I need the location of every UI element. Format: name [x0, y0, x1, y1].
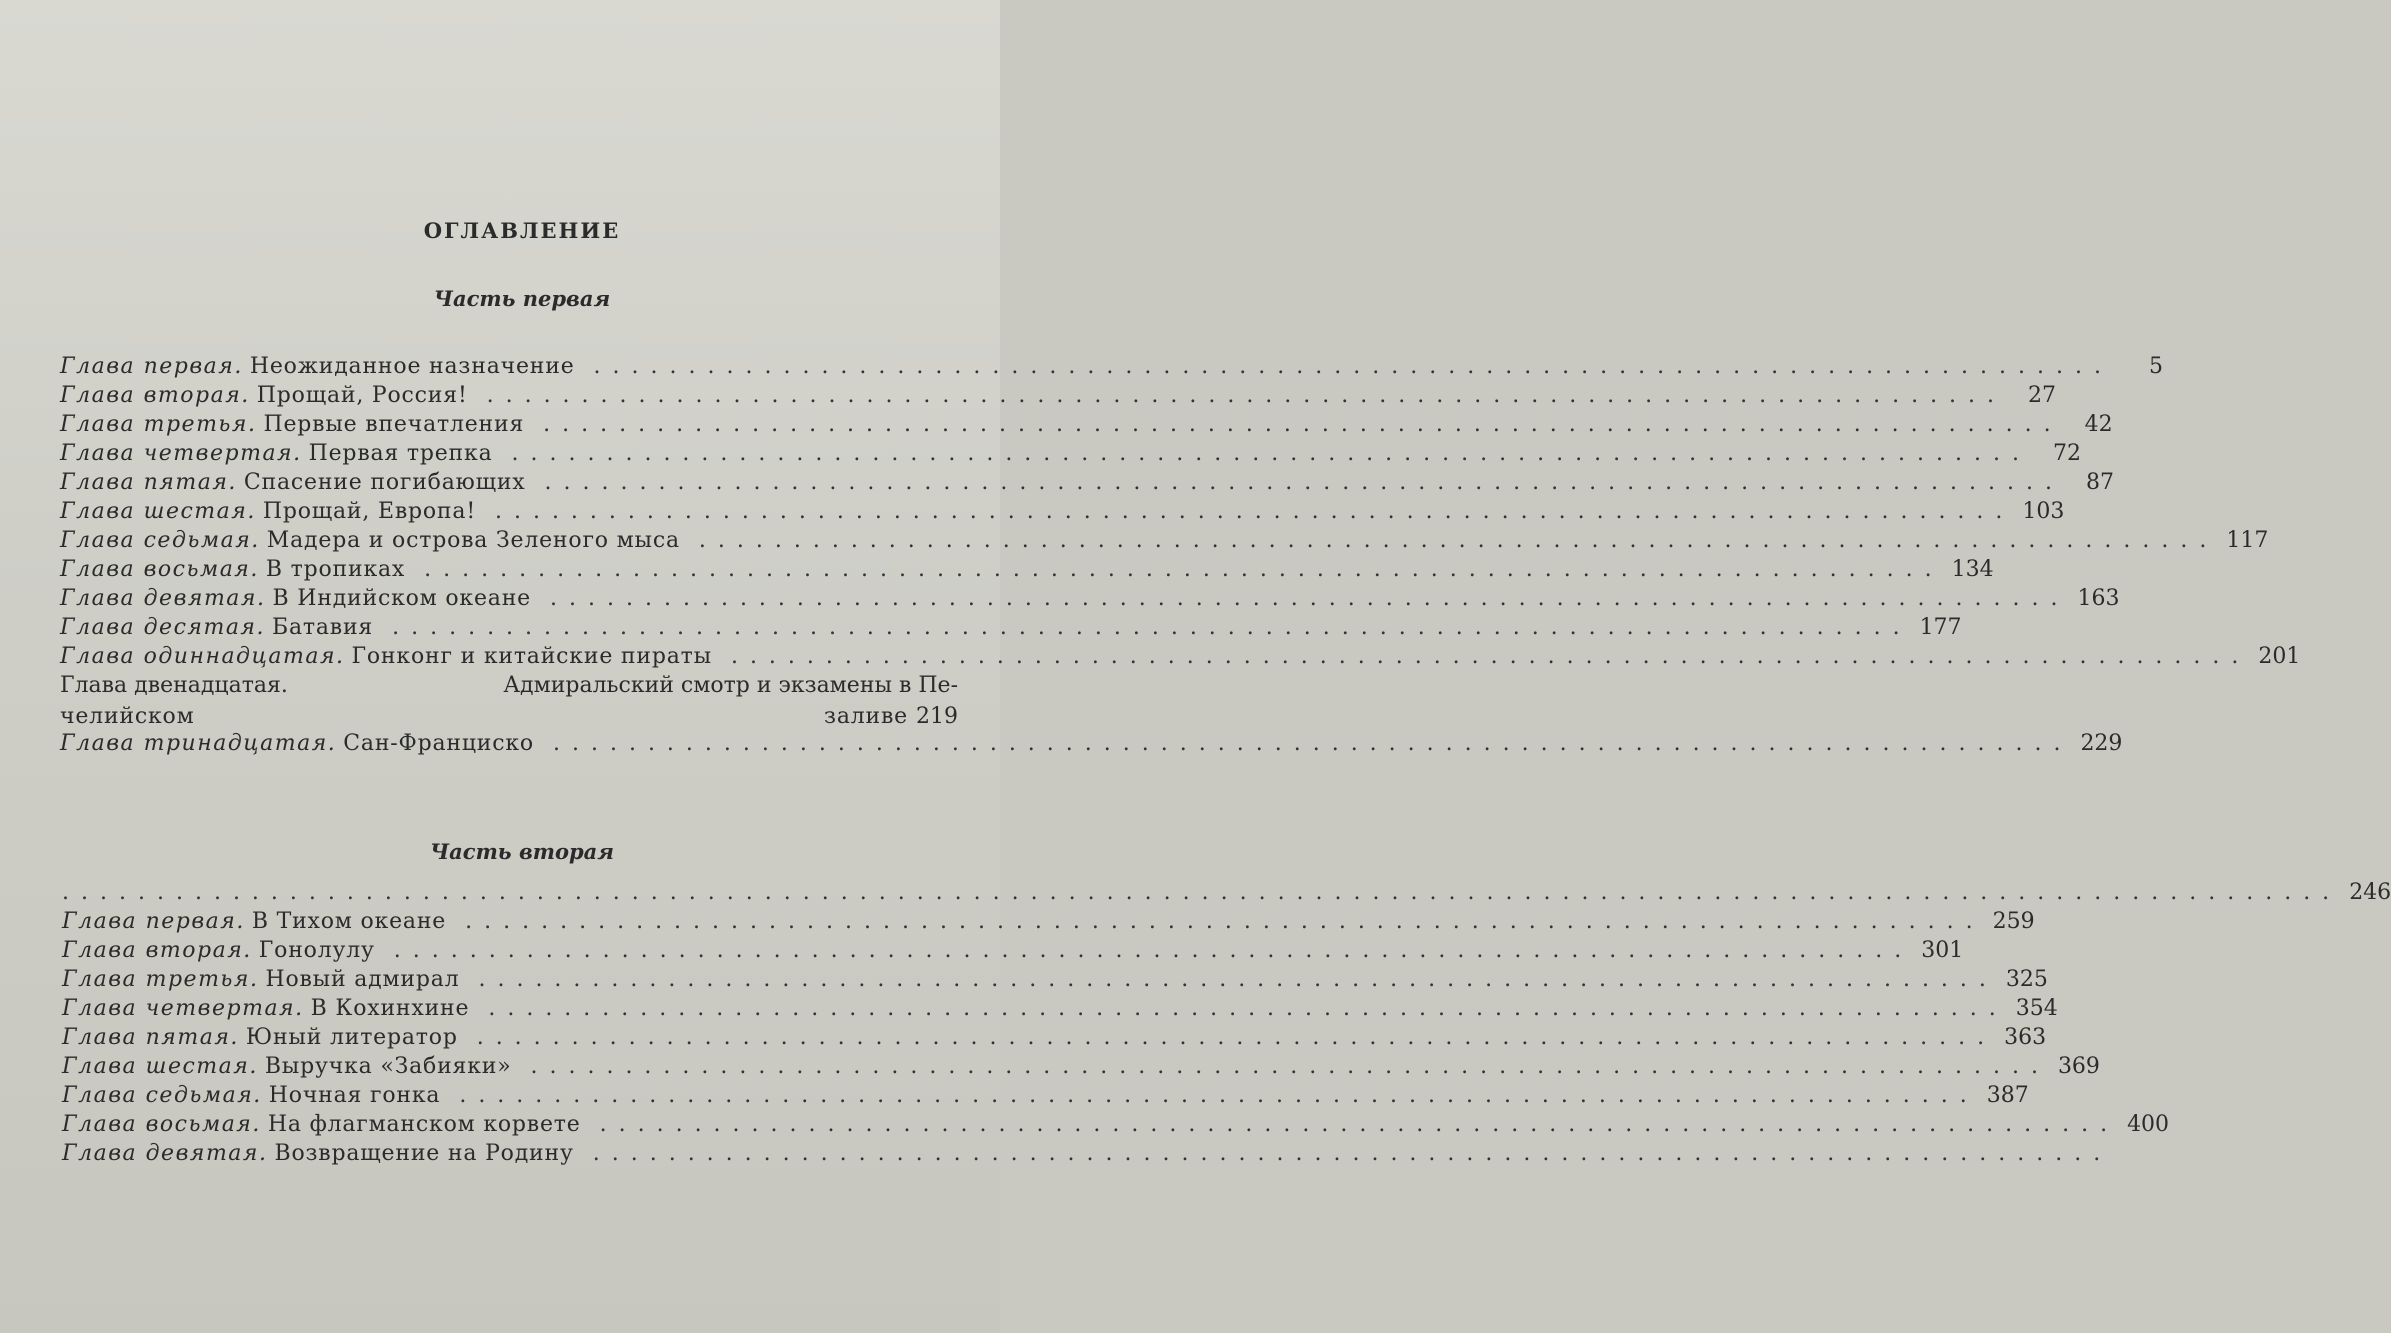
part-two-title: Часть вторая: [430, 839, 614, 864]
chapter-title: Батавия: [272, 615, 374, 640]
dot-leader: ................................................................................: [457, 1025, 1997, 1050]
page-number: 103: [2022, 499, 2065, 524]
chapter-number: Глава пятая.: [60, 470, 237, 495]
chapter-number: Глава тринадцатая.: [60, 731, 337, 756]
dot-leader: ................................................................................: [525, 470, 2064, 495]
chapter-number: Глава десятая.: [60, 615, 265, 640]
toc-row: [60, 528, 2269, 557]
chapter-title: Первые впечатления: [263, 412, 525, 437]
chapter-title: Сан-Франциско: [343, 731, 534, 756]
chapter-title-continued: [60, 702, 908, 731]
dot-leader: ........................................................................................................................: [62, 880, 2342, 905]
toc-entry: [60, 615, 1912, 640]
chapter-title: В тропиках: [265, 557, 406, 582]
dot-leader: ................................................................................: [469, 996, 2008, 1021]
page-number: 325: [2005, 967, 2048, 992]
page-number: 72: [2052, 441, 2081, 466]
toc-entry: [60, 557, 1944, 582]
toc-row: [62, 996, 2058, 1025]
page-number: 400: [2127, 1112, 2170, 1137]
toc-title: ОГЛАВЛЕНИЕ: [423, 218, 621, 243]
chapter-title: Юный литератор: [245, 1025, 458, 1050]
toc-entry: [62, 938, 1913, 963]
toc-entry: [60, 586, 2069, 611]
toc-entry: [60, 731, 2072, 756]
chapter-title: Спасение погибающих: [243, 470, 526, 495]
chapter-title: Гонконг и китайские пираты: [351, 644, 712, 669]
chapter-number: Глава двенадцатая.: [60, 673, 288, 698]
toc-row: [60, 673, 958, 731]
chapter-number: Глава шестая.: [62, 1054, 258, 1079]
toc-lead-row: [62, 880, 2391, 909]
toc-entry: [60, 644, 2250, 669]
dot-leader: ................................................................................: [373, 615, 1912, 640]
toc-entry-line-2: [60, 702, 958, 731]
toc-row: [60, 354, 2163, 383]
chapter-number: Глава вторая.: [62, 938, 252, 963]
page-number: 301: [1921, 938, 1964, 963]
toc-row: [62, 1141, 2113, 1170]
toc-row: [60, 499, 2065, 528]
chapter-number: Глава девятая.: [62, 1141, 268, 1166]
toc-entry: [62, 1083, 1979, 1108]
part-two-chapter-list: [62, 880, 2391, 1170]
chapter-number: Глава третья.: [62, 967, 259, 992]
chapter-title: В Тихом океане: [251, 909, 447, 934]
page-number: 219: [916, 704, 958, 729]
toc-row: [60, 441, 2081, 470]
page-number: 246: [2349, 880, 2391, 905]
dot-leader: ................................................................................: [475, 499, 2015, 524]
dot-leader: ................................................................................: [467, 383, 2007, 408]
toc-entry-line-1: [60, 673, 958, 702]
page-number: 42: [2084, 412, 2113, 437]
page-number: 163: [2077, 586, 2120, 611]
dot-leader: ................................................................................: [446, 909, 1985, 934]
toc-row: [62, 1112, 2170, 1141]
chapter-number: Глава восьмая.: [60, 557, 259, 582]
toc-row: [60, 470, 2114, 499]
toc-entry: [62, 967, 1998, 992]
chapter-title: В Кохинхине: [310, 996, 470, 1021]
chapter-title: Ночная гонка: [268, 1083, 441, 1108]
dot-leader: ................................................................................: [492, 441, 2031, 466]
dot-leader: ................................................................................: [524, 412, 2063, 437]
toc-row: [60, 412, 2113, 441]
toc-entry: [62, 880, 2341, 905]
page-number: 5: [2148, 354, 2163, 379]
dot-leader: ................................................................................: [533, 731, 2073, 756]
chapter-number: Глава четвертая.: [60, 441, 302, 466]
toc-row: [62, 1025, 2047, 1054]
toc-entry: [60, 470, 2064, 495]
page-number: 177: [1919, 615, 1962, 640]
part-one-chapter-list: [60, 354, 2301, 760]
toc-row: [62, 938, 1964, 967]
chapter-title: Гонолулу: [258, 938, 375, 963]
page-number: 387: [1986, 1083, 2029, 1108]
toc-entry: [60, 354, 2113, 379]
dot-leader: ................................................................................: [459, 967, 1998, 992]
toc-entry: [62, 1112, 2119, 1137]
page-number: 201: [2258, 644, 2301, 669]
chapter-title: На флагманском корвете: [267, 1112, 581, 1137]
page-number: 134: [1951, 557, 1994, 582]
toc-row: [60, 644, 2301, 673]
toc-row: [60, 586, 2120, 615]
chapter-title: Прощай, Европа!: [262, 499, 476, 524]
toc-entry: [62, 1054, 2050, 1079]
toc-row: [62, 1083, 2029, 1112]
page-number: 87: [2085, 470, 2114, 495]
chapter-number: Глава седьмая.: [62, 1083, 262, 1108]
toc-row: [62, 967, 2048, 996]
toc-row: [62, 909, 2035, 938]
dot-leader: ................................................................................: [405, 557, 1944, 582]
page-number: 117: [2226, 528, 2269, 553]
dot-leader: ................................................................................: [573, 1141, 2113, 1166]
page-number: 27: [2028, 383, 2057, 408]
chapter-number: Глава седьмая.: [60, 528, 260, 553]
toc-entry: [62, 1141, 2112, 1166]
dot-leader: ................................................................................: [679, 528, 2219, 553]
toc-entry: [62, 909, 1985, 934]
page-number: 369: [2057, 1054, 2100, 1079]
toc-entry: [62, 1025, 1996, 1050]
chapter-number: Глава третья.: [60, 412, 257, 437]
chapter-number: Глава вторая.: [60, 383, 250, 408]
page-number: 259: [1992, 909, 2035, 934]
chapter-title-part: челийском заливе: [60, 704, 908, 729]
toc-row: [60, 383, 2057, 412]
dot-leader: ................................................................................: [711, 644, 2251, 669]
toc-entry: [60, 528, 2218, 553]
toc-row: [62, 1054, 2100, 1083]
toc-entry: [60, 499, 2014, 524]
chapter-title: Мадера и острова Зеленого мыса: [266, 528, 680, 553]
toc-entry: [60, 673, 958, 731]
chapter-number: Глава четвертая.: [62, 996, 304, 1021]
chapter-title: Адмиральский смотр и экзамены в Пе-: [503, 673, 958, 698]
chapter-number: Глава первая.: [60, 354, 243, 379]
chapter-title: Выручка «Забияки»: [264, 1054, 512, 1079]
chapter-title: Новый адмирал: [265, 967, 460, 992]
part-one-title: Часть первая: [433, 286, 611, 311]
toc-entry: [62, 996, 2008, 1021]
page-number: 229: [2080, 731, 2123, 756]
chapter-number: Глава первая.: [62, 909, 245, 934]
chapter-title: Неожиданное назначение: [249, 354, 575, 379]
dot-leader: ................................................................................: [580, 1112, 2120, 1137]
chapter-title: В Индийском океане: [272, 586, 532, 611]
toc-row: [60, 731, 2123, 760]
dot-leader: ................................................................................: [574, 354, 2113, 379]
toc-entry: [60, 441, 2031, 466]
toc-row: [60, 557, 1994, 586]
dot-leader: ................................................................................: [440, 1083, 1979, 1108]
toc-entry: [60, 383, 2006, 408]
chapter-number: Глава пятая.: [62, 1025, 239, 1050]
page-number: 354: [2015, 996, 2058, 1021]
page-number: 363: [2004, 1025, 2047, 1050]
chapter-title: Прощай, Россия!: [256, 383, 468, 408]
dot-leader: ................................................................................: [511, 1054, 2050, 1079]
dot-leader: ................................................................................: [374, 938, 1914, 963]
dot-leader: ................................................................................: [531, 586, 2070, 611]
chapter-title: Возвращение на Родину: [274, 1141, 574, 1166]
toc-entry: [60, 412, 2063, 437]
chapter-number: Глава шестая.: [60, 499, 256, 524]
chapter-number: Глава восьмая.: [62, 1112, 261, 1137]
chapter-number: Глава девятая.: [60, 586, 266, 611]
toc-row: [60, 615, 1962, 644]
chapter-title: Первая трепка: [308, 441, 493, 466]
chapter-number: Глава одиннадцатая.: [60, 644, 345, 669]
